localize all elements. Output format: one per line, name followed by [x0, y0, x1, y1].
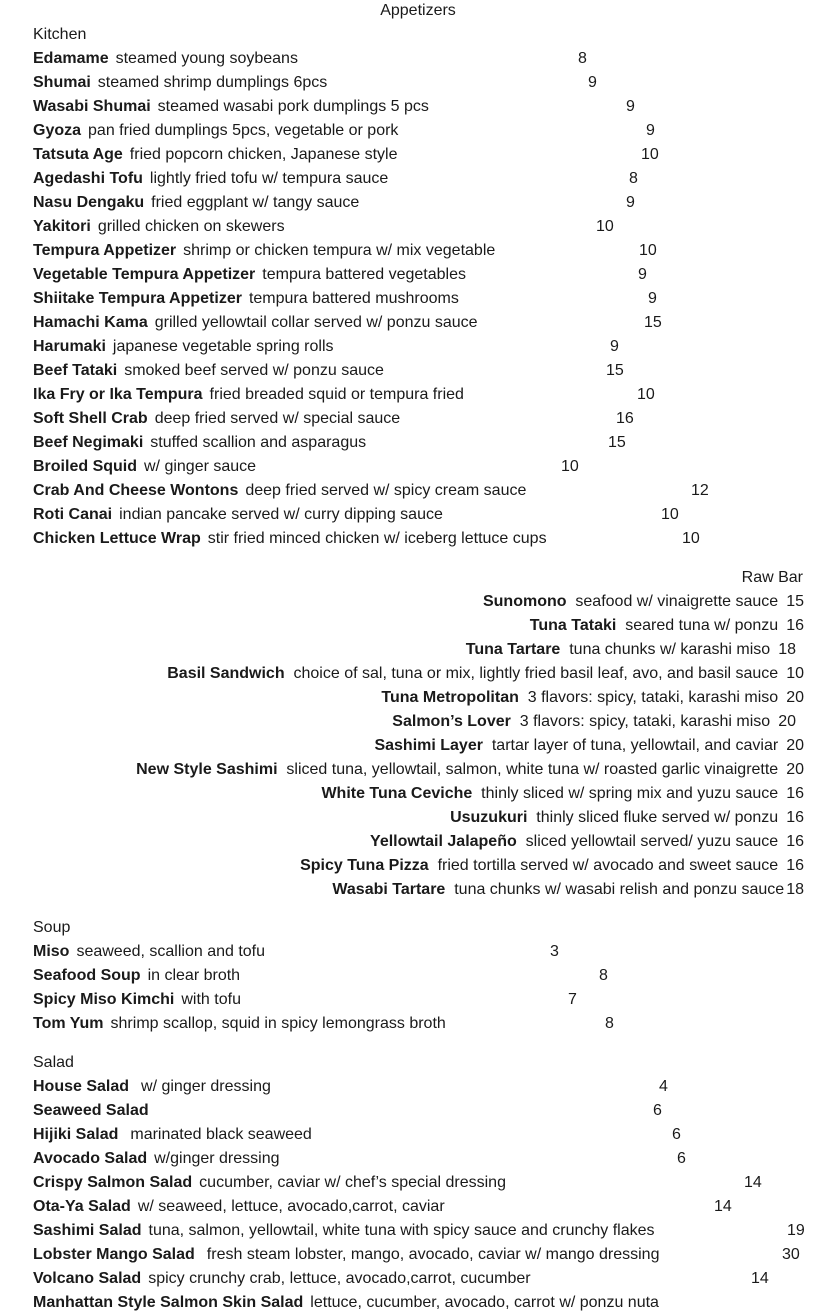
- item-name: Tuna Metropolitan: [381, 689, 519, 706]
- item-name: Ota-Ya Salad: [33, 1198, 131, 1215]
- item-price: 6: [677, 1150, 686, 1167]
- item-price: 20: [786, 761, 804, 778]
- item-price: 10: [641, 146, 659, 163]
- item-price: 3: [550, 943, 559, 960]
- item-price: 4: [659, 1078, 668, 1095]
- item-price: 16: [786, 857, 804, 874]
- item-desc: thinly sliced fluke served w/ ponzu: [536, 809, 779, 826]
- item-desc: shrimp scallop, squid in spicy lemongrass broth: [110, 1015, 446, 1032]
- item-name: Sashimi Layer: [374, 737, 483, 754]
- item-price: 10: [786, 665, 804, 682]
- item-price: 6: [672, 1126, 681, 1143]
- item-price: 10: [561, 458, 579, 475]
- item-price: 8: [599, 967, 608, 984]
- menu-item: [33, 361, 384, 381]
- item-name: Soft Shell Crab: [33, 410, 148, 427]
- item-name: Tatsuta Age: [33, 146, 123, 163]
- item-price: 10: [682, 530, 700, 547]
- menu-item: [33, 457, 256, 477]
- item-price: 16: [786, 785, 804, 802]
- menu-item: [370, 832, 804, 852]
- item-name: House Salad: [33, 1078, 130, 1095]
- item-price: 9: [626, 194, 635, 211]
- item-desc: tempura battered mushrooms: [248, 290, 459, 307]
- item-price: 30: [782, 1246, 800, 1263]
- item-name: Miso: [33, 943, 70, 960]
- item-price: 20: [778, 713, 796, 730]
- item-price: 18: [786, 881, 804, 898]
- item-name: Edamame: [33, 50, 109, 67]
- menu-item: [321, 784, 804, 804]
- item-name: New Style Sashimi: [136, 761, 278, 778]
- item-name: Shiitake Tempura Appetizer: [33, 290, 242, 307]
- item-desc: sliced tuna, yellowtail, salmon, white tuna w/ roasted garlic vinaigrette: [286, 761, 779, 778]
- menu-item: [33, 1149, 280, 1169]
- item-name: Crispy Salmon Salad: [33, 1174, 193, 1191]
- item-desc: sliced yellowtail served/ yuzu sauce: [525, 833, 779, 850]
- item-price: 9: [626, 98, 635, 115]
- item-desc: fried tortilla served w/ avocado and sweet sauce: [437, 857, 779, 874]
- item-name: Beef Negimaki: [33, 434, 144, 451]
- item-name: Sashimi Salad: [33, 1222, 142, 1239]
- menu-item: [33, 1077, 271, 1097]
- item-name: Hijiki Salad: [33, 1126, 119, 1143]
- item-desc: with tofu: [181, 991, 241, 1008]
- item-name: Seafood Soup: [33, 967, 141, 984]
- item-desc: 3 flavors: spicy, tataki, karashi miso: [527, 689, 779, 706]
- item-price: 15: [608, 434, 626, 451]
- item-desc: smoked beef served w/ ponzu sauce: [124, 362, 384, 379]
- item-desc: grilled yellowtail collar served w/ ponzu sauce: [154, 314, 478, 331]
- item-price: 19: [787, 1222, 805, 1239]
- menu-item: [33, 966, 240, 986]
- item-price: 14: [714, 1198, 732, 1215]
- menu-item: [33, 217, 285, 237]
- item-name: Gyoza: [33, 122, 82, 139]
- menu-item: [450, 808, 804, 828]
- item-price: 8: [605, 1015, 614, 1032]
- menu-item: [33, 1245, 659, 1265]
- menu-item: [33, 1101, 156, 1121]
- item-name: Broiled Squid: [33, 458, 137, 475]
- item-price: 20: [786, 737, 804, 754]
- item-price: 15: [606, 362, 624, 379]
- item-name: Sunomono: [482, 593, 567, 610]
- menu-item: [33, 385, 464, 405]
- menu-item: [33, 1269, 531, 1289]
- item-desc: tartar layer of tuna, yellowtail, and caviar: [491, 737, 779, 754]
- section-title-kitchen: Kitchen: [33, 26, 87, 43]
- item-desc: w/ seaweed, lettuce, avocado,carrot, caviar: [137, 1198, 445, 1215]
- item-name: Wasabi Shumai: [33, 98, 151, 115]
- item-desc: fresh steam lobster, mango, avocado, caviar w/ mango dressing: [206, 1246, 660, 1263]
- menu-item: [33, 193, 359, 213]
- item-name: Beef Tataki: [33, 362, 118, 379]
- item-desc: 3 flavors: spicy, tataki, karashi miso: [519, 713, 771, 730]
- item-price: 8: [578, 50, 587, 67]
- item-name: Shumai: [33, 74, 91, 91]
- menu-item: [374, 736, 804, 756]
- item-name: Chicken Lettuce Wrap: [33, 530, 201, 547]
- item-desc: seared tuna w/ ponzu: [625, 617, 779, 634]
- item-name: Basil Sandwich: [167, 665, 285, 682]
- menu-item: [33, 145, 398, 165]
- item-name: Seaweed Salad: [33, 1102, 149, 1119]
- item-name: Spicy Tuna Pizza: [300, 857, 429, 874]
- item-desc: in clear broth: [147, 967, 241, 984]
- item-desc: deep fried served w/ spicy cream sauce: [245, 482, 527, 499]
- item-price: 20: [786, 689, 804, 706]
- item-desc: tuna chunks w/ wasabi relish and ponzu sauce: [454, 881, 785, 898]
- menu-item: [167, 664, 804, 684]
- item-name: Yakitori: [33, 218, 91, 235]
- item-name: Tuna Tartare: [465, 641, 561, 658]
- menu-item: [136, 760, 804, 780]
- menu-item: [33, 169, 388, 189]
- item-name: Yellowtail Jalapeño: [370, 833, 517, 850]
- item-price: 18: [778, 641, 796, 658]
- menu-item: [33, 1293, 659, 1313]
- menu-item: [33, 313, 478, 333]
- section-title-salad: Salad: [33, 1054, 74, 1071]
- item-price: 15: [644, 314, 662, 331]
- item-desc: steamed wasabi pork dumplings 5 pcs: [157, 98, 429, 115]
- item-price: 12: [691, 482, 709, 499]
- menu-item: [300, 856, 804, 876]
- item-name: Vegetable Tempura Appetizer: [33, 266, 256, 283]
- menu-item: [33, 505, 443, 525]
- menu-item: [530, 616, 804, 636]
- item-price: 9: [610, 338, 619, 355]
- item-desc: stir fried minced chicken w/ iceberg lettuce cups: [207, 530, 547, 547]
- item-name: Roti Canai: [33, 506, 113, 523]
- item-price: 16: [786, 617, 804, 634]
- menu-item: [33, 529, 547, 549]
- item-desc: indian pancake served w/ curry dipping sauce: [119, 506, 443, 523]
- menu-item: [33, 1125, 312, 1145]
- item-price: 9: [638, 266, 647, 283]
- item-price: 9: [588, 74, 597, 91]
- menu-item: [33, 289, 459, 309]
- item-desc: lettuce, cucumber, avocado, carrot w/ ponzu nuta: [310, 1294, 659, 1311]
- item-desc: steamed young soybeans: [115, 50, 298, 67]
- item-desc: grilled chicken on skewers: [97, 218, 285, 235]
- menu-item: [392, 712, 796, 732]
- menu-item: [33, 942, 265, 962]
- item-desc: choice of sal, tuna or mix, lightly fried basil leaf, avo, and basil sauce: [293, 665, 779, 682]
- section-title-soup: Soup: [33, 919, 71, 936]
- item-name: Spicy Miso Kimchi: [33, 991, 175, 1008]
- item-name: Crab And Cheese Wontons: [33, 482, 239, 499]
- item-name: Salmon’s Lover: [392, 713, 511, 730]
- item-price: 10: [596, 218, 614, 235]
- item-price: 7: [568, 991, 577, 1008]
- item-name: Tempura Appetizer: [33, 242, 177, 259]
- item-name: Lobster Mango Salad: [33, 1246, 195, 1263]
- menu-item: [33, 433, 366, 453]
- section-title-raw-bar: Raw Bar: [741, 569, 803, 586]
- menu-item: [33, 1197, 445, 1217]
- item-desc: cucumber, caviar w/ chef’s special dressing: [199, 1174, 506, 1191]
- item-name: Usuzukuri: [450, 809, 528, 826]
- item-desc: lightly fried tofu w/ tempura sauce: [149, 170, 389, 187]
- menu-item: [33, 1221, 655, 1241]
- menu-item: [33, 990, 241, 1010]
- menu-item: [466, 640, 796, 660]
- item-price: 16: [616, 410, 634, 427]
- item-price: 16: [786, 833, 804, 850]
- item-desc: thinly sliced w/ spring mix and yuzu sauce: [481, 785, 779, 802]
- menu-item: [33, 337, 334, 357]
- item-price: 14: [751, 1270, 769, 1287]
- item-desc: shrimp or chicken tempura w/ mix vegetable: [183, 242, 496, 259]
- item-desc: pan fried dumplings 5pcs, vegetable or pork: [88, 122, 399, 139]
- item-name: Avocado Salad: [33, 1150, 148, 1167]
- item-name: Hamachi Kama: [33, 314, 148, 331]
- item-name: Manhattan Style Salmon Skin Salad: [33, 1294, 304, 1311]
- menu-item: [483, 592, 804, 612]
- menu-item: [33, 265, 466, 285]
- item-name: Ika Fry or Ika Tempura: [33, 386, 203, 403]
- menu-item: [332, 880, 804, 900]
- menu-item: [33, 409, 400, 429]
- item-desc: tuna chunks w/ karashi miso: [569, 641, 771, 658]
- item-name: Volcano Salad: [33, 1270, 142, 1287]
- item-price: 16: [786, 809, 804, 826]
- item-desc: spicy crunchy crab, lettuce, avocado,carrot, cucumber: [148, 1270, 531, 1287]
- item-desc: fried breaded squid or tempura fried: [209, 386, 464, 403]
- menu-item: [381, 688, 804, 708]
- item-desc: steamed shrimp dumplings 6pcs: [97, 74, 328, 91]
- item-price: 8: [629, 170, 638, 187]
- item-desc: fried eggplant w/ tangy sauce: [151, 194, 360, 211]
- item-name: Agedashi Tofu: [33, 170, 143, 187]
- item-name: White Tuna Ceviche: [321, 785, 473, 802]
- item-name: Wasabi Tartare: [332, 881, 446, 898]
- item-price: 14: [744, 1174, 762, 1191]
- item-price: 6: [653, 1102, 662, 1119]
- item-name: Tuna Tataki: [529, 617, 617, 634]
- item-price: 10: [639, 242, 657, 259]
- menu-item: [33, 49, 298, 69]
- item-desc: stuffed scallion and asparagus: [150, 434, 367, 451]
- menu-item: [33, 97, 429, 117]
- item-desc: fried popcorn chicken, Japanese style: [129, 146, 398, 163]
- menu-item: [33, 481, 526, 501]
- menu-item: [33, 1173, 506, 1193]
- item-price: 9: [648, 290, 657, 307]
- item-desc: deep fried served w/ special sauce: [154, 410, 401, 427]
- item-price: 9: [646, 122, 655, 139]
- page-title: Appetizers: [380, 2, 456, 19]
- item-name: Tom Yum: [33, 1015, 104, 1032]
- item-desc: japanese vegetable spring rolls: [112, 338, 334, 355]
- menu-item: [33, 241, 495, 261]
- item-price: 10: [661, 506, 679, 523]
- item-desc: w/ginger dressing: [154, 1150, 280, 1167]
- item-desc: w/ ginger dressing: [141, 1078, 271, 1095]
- item-desc: tuna, salmon, yellowtail, white tuna with spicy sauce and crunchy flakes: [148, 1222, 655, 1239]
- item-name: Harumaki: [33, 338, 106, 355]
- item-price: 10: [637, 386, 655, 403]
- item-desc: seafood w/ vinaigrette sauce: [575, 593, 779, 610]
- item-desc: marinated black seaweed: [130, 1126, 312, 1143]
- item-name: Nasu Dengaku: [33, 194, 145, 211]
- menu-item: [33, 1014, 446, 1034]
- item-desc: w/ ginger sauce: [144, 458, 257, 475]
- menu-item: [33, 73, 327, 93]
- menu-item: [33, 121, 398, 141]
- item-desc: tempura battered vegetables: [262, 266, 466, 283]
- item-price: 15: [786, 593, 804, 610]
- item-desc: seaweed, scallion and tofu: [76, 943, 266, 960]
